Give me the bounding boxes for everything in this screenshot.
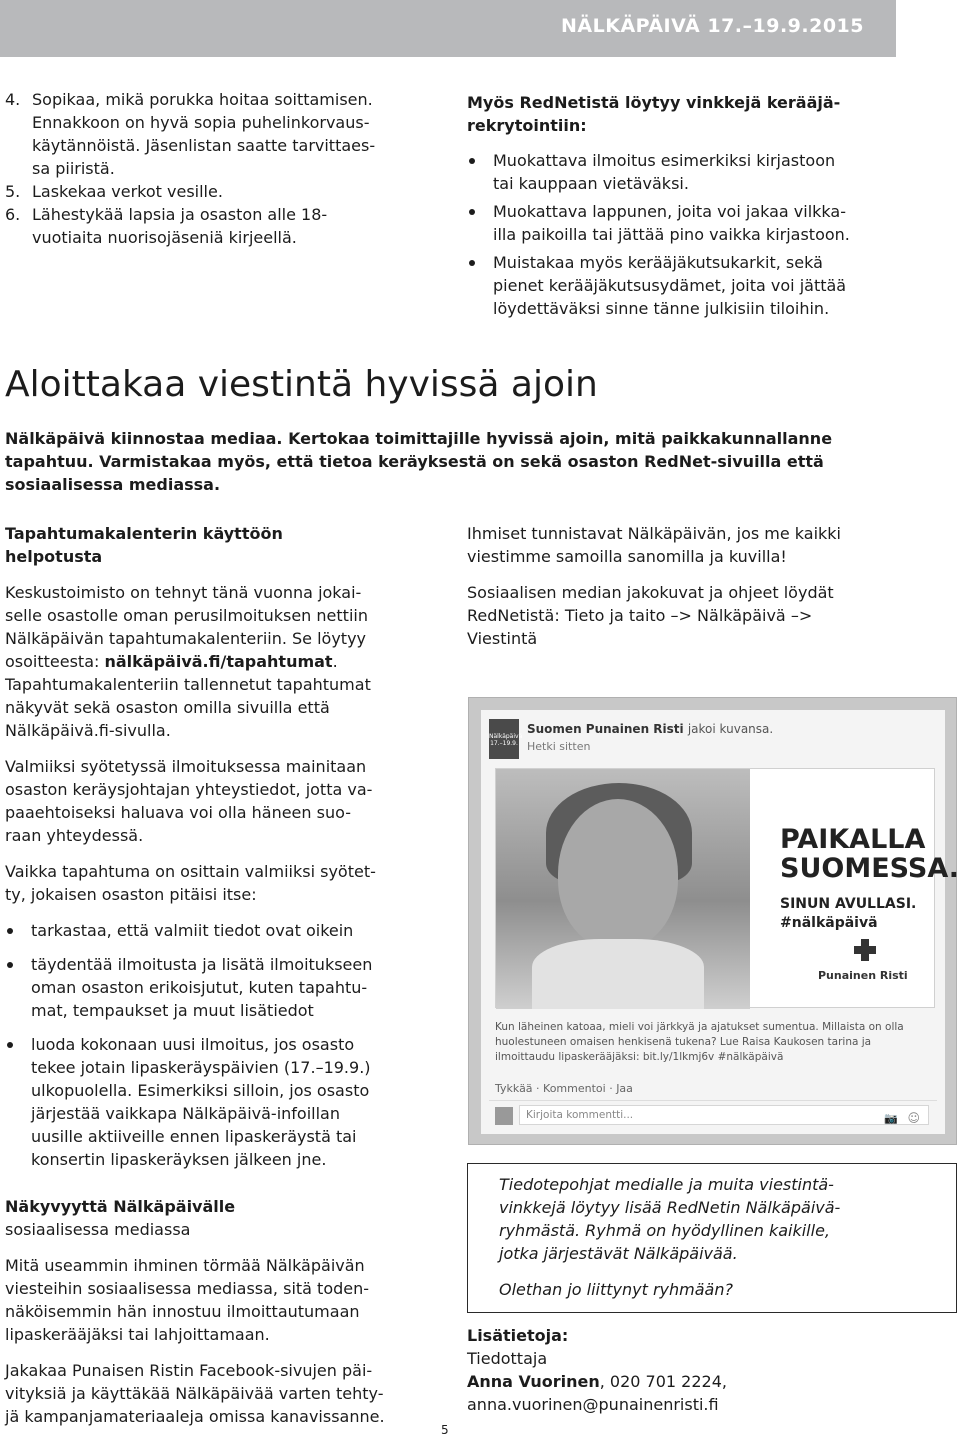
list-item: 5. Laskekaa verkot vesille. [5, 182, 223, 201]
paragraph: Vaikka tapahtuma on osittain valmiiksi syötet- ty, jokaisen osaston pitäisi itse: [5, 862, 376, 904]
list-item: luoda kokonaan uusi ilmoitus, jos osasto tekee jotain lipaskeräyspäivien (17.–19.9.) ulkopuolella. Esimerkiksi silloin, jos osasto järjestää vaikkapa Nälkäpäivä-infoillan uusille aktiiveille ennen lipaskeräystä tai konsertin lipaskeräyksen jälkeen jne. [5, 1033, 445, 1171]
paragraph: Mitä useammin ihminen törmää Nälkäpäivän viesteihin sosiaalisessa mediassa, sitä toden- näköisemmin hän innostuu ilmoittautumaan lipaskerääjäksi tai lahjoittamaan. [5, 1256, 370, 1344]
section-lead: Nälkäpäivä kiinnostaa mediaa. Kertokaa toimittajille hyvissä ajoin, mitä paikkakunnallanne tapahtuu. Varmistakaa myös, että tietoa keräyksestä on sekä osaston RedNet-sivuilla että sosiaalisessa mediassa. [5, 429, 833, 494]
paragraph: Sosiaalisen median jakokuvat ja ohjeet löydät RedNetistä: Tieto ja taito –> Nälkäpäivä –> Viestintä [467, 583, 834, 648]
page-number: 5 [441, 1423, 449, 1437]
info-question: Olethan jo liittynyt ryhmään? [499, 1280, 733, 1299]
rednet-tips [467, 91, 937, 325]
info-box: Tiedotepohjat medialle ja muita viestintä- vinkkejä löytyy lisää RedNetin Nälkäpäivä- ryhmästä. Ryhmä on hyödyllinen kaikille, jotka järjestävät Nälkäpäivää. Olethan jo liittynyt ryhmään? [467, 1163, 957, 1313]
contact-name: Anna Vuorinen [467, 1372, 600, 1391]
section-title: Aloittakaa viestintä hyvissä ajoin [5, 364, 598, 405]
campaign-image [495, 768, 959, 1008]
visibility-heading: Näkyvyyttä Nälkäpäivälle sosiaalisessa mediassa [5, 1197, 236, 1239]
post-actions: Tykkää · Kommentoi · Jaa [495, 1082, 633, 1095]
camera-icon: 📷 [884, 1112, 898, 1125]
page-name: Suomen Punainen Risti jakoi kuvansa. [527, 722, 774, 736]
facebook-post-image [468, 697, 957, 1145]
contact-role: Tiedottaja [467, 1349, 548, 1368]
rednet-heading: Myös RedNetistä löytyy vinkkejä kerääjä- [467, 93, 841, 112]
contact-phone: , 020 701 2224, [599, 1372, 727, 1391]
smiley-icon: ☺ [907, 1111, 920, 1125]
left-column [5, 522, 445, 1428]
list-item: 4. Sopikaa, mikä porukka hoitaa soittamisen. Ennakkoon on hyvä sopia puhelinkorvaus- käytännöistä. Jäsenlistan saatte tarvittaes- sa piiristä. [5, 90, 376, 178]
contact-info [467, 1324, 947, 1416]
list-item: 6. Lähestykää lapsia ja osaston alle 18- vuotiaita nuorisojäseniä kirjeellä. [5, 205, 328, 247]
bullet-icon [5, 919, 31, 942]
contact-heading: Lisätietoja: [467, 1326, 569, 1345]
paragraph: Keskustoimisto on tehnyt tänä vuonna jokai- selle osastolle oman perusilmoituksen nettiin Nälkäpäivän tapahtumakalenteriin. Se löytyy osoitteesta: nälkäpäivä.fi/tapahtumat. Tapahtumakalenteriin tallennetut tapahtumat näkyvät sekä osaston omilla sivuilla että Nälkäpäivä.fi-sivulla. [5, 583, 371, 740]
bullet-icon [5, 953, 31, 1022]
bullet-icon [467, 149, 493, 195]
header-band [0, 0, 896, 57]
campaign-headline: PAIKALLA SUOMESSA. [780, 824, 959, 884]
list-item: Muokattava lappunen, joita voi jakaa vilkka- illa paikoilla tai jättää pino vaikka kirjastoon. [467, 200, 937, 246]
list-item: täydentää ilmoitusta ja lisätä ilmoitukseen oman osaston erikoisjutut, kuten tapahtu- mat, tempaukset ja muut lisätiedot [5, 953, 445, 1022]
bullet-icon [467, 200, 493, 246]
calendar-address-link[interactable]: nälkäpäivä.fi/tapahtumat [104, 652, 333, 671]
numbered-list [5, 88, 445, 249]
bullet-icon [5, 1033, 31, 1171]
bullet-icon [467, 251, 493, 320]
paragraph: Valmiiksi syötetyssä ilmoituksessa mainitaan osaston keräysjohtajan yhteystiedot, jotta va- paaehtoiseksi haluava voi olla häneen suo- raan yhteydessä. [5, 757, 373, 845]
page-avatar: Nälkäpäivä 17.–19.9. [489, 719, 519, 759]
post-message: Kun läheinen katoaa, mieli voi järkkyä ja ajatukset sumentua. Millaista on olla huolestuneen omaisen henkisenä tukena? Lue Raisa Kaukosen tarina ja ilmoittaudu lipaskerääjäksi: bit.ly/1lkmj6v #nälkäpäivä [495, 1021, 904, 1063]
org-name: Punainen Risti [818, 969, 908, 982]
rednet-heading: rekrytointiin: [467, 116, 587, 135]
list-item: Muokattava ilmoitus esimerkiksi kirjastoon tai kauppaan vietäväksi. [467, 149, 937, 195]
header-title: NÄLKÄPÄIVÄ 17.–19.9.2015 [561, 15, 864, 37]
list-item: Muistakaa myös kerääjäkutsukarkit, sekä pienet kerääjäkutsusydämet, joita voi jättää löydettäväksi sinne tänne julkisiin tiloihin. [467, 251, 937, 320]
paragraph: Jakakaa Punaisen Ristin Facebook-sivujen päi- vityksiä ja käyttäkää Nälkäpäivää varten tehty- jä kampanjamateriaaleja omissa kanavissanne. [5, 1361, 385, 1426]
comment-row [489, 1100, 937, 1129]
campaign-subline: SINUN AVULLASI. #nälkäpäivä [780, 896, 917, 931]
user-avatar [495, 1107, 513, 1125]
portrait-photo [496, 769, 750, 1009]
paragraph: Ihmiset tunnistavat Nälkäpäivän, jos me kaikki viestimme samoilla sanomilla ja kuvilla! [467, 524, 841, 566]
contact-email[interactable]: anna.vuorinen@punainenristi.fi [467, 1395, 719, 1414]
facebook-post-card [481, 710, 959, 1134]
comment-input: Kirjoita kommentti... 📷 ☺ [519, 1105, 929, 1125]
calendar-heading: Tapahtumakalenterin käyttöön helpotusta [5, 524, 283, 566]
red-cross-icon [854, 939, 876, 961]
post-time: Hetki sitten [527, 740, 591, 753]
right-column [467, 522, 947, 650]
list-item: tarkastaa, että valmiit tiedot ovat oikein [5, 919, 445, 942]
